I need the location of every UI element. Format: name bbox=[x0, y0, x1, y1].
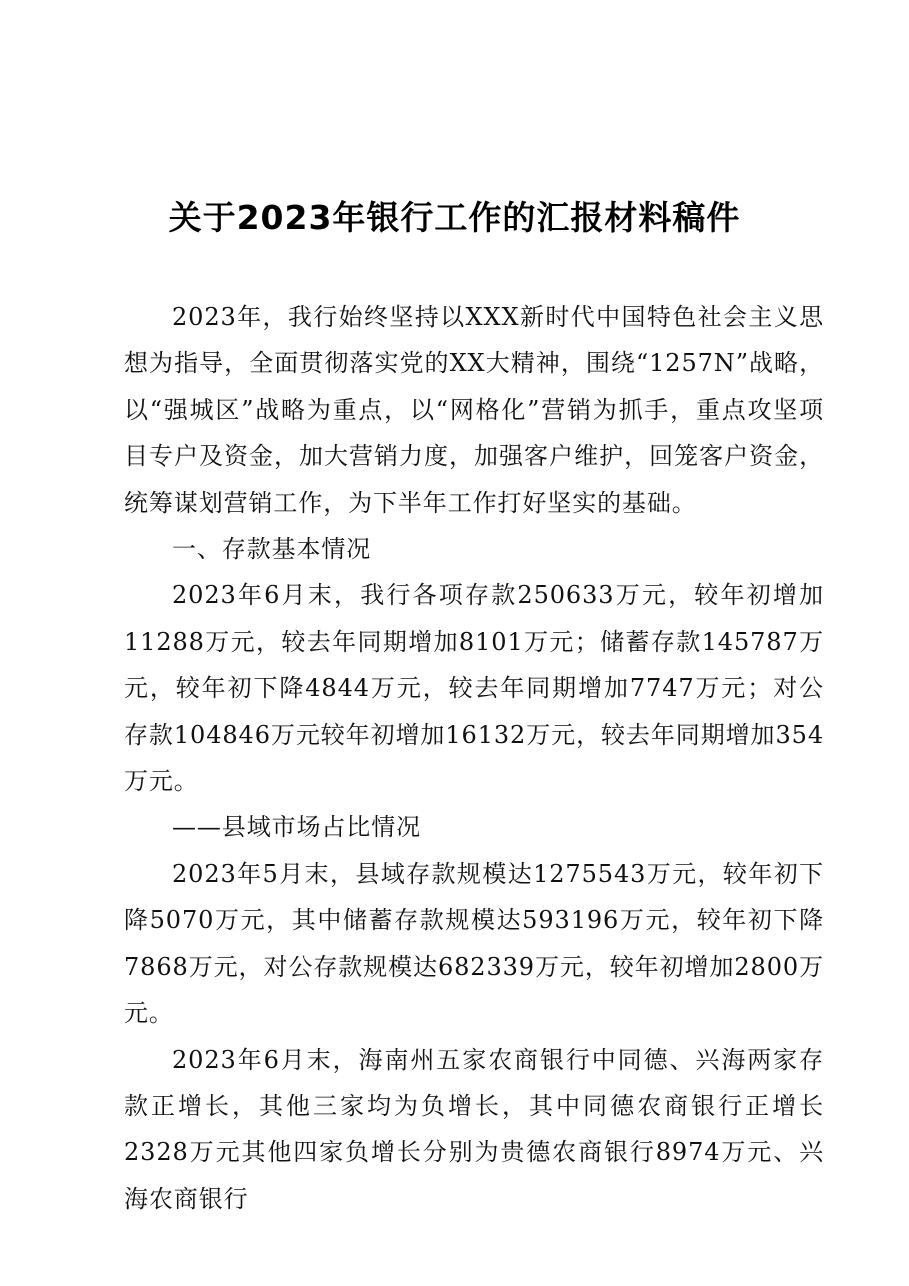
paragraph-intro: 2023年，我行始终坚持以XXX新时代中国特色社会主义思想为指导，全面贯彻落实党的XX大精神，围绕“1257N”战略，以“强城区”战略为重点，以“网格化”营销为抓手，重点攻坚项目专户及资金，加大营销力度，加强客户维护，回笼客户资金，统筹谋划营销工作，为下半年工作打好坚实的基础。 bbox=[124, 303, 824, 517]
subheading-county-market-share: ——县域市场占比情况 bbox=[172, 813, 421, 842]
paragraph-deposit-summary: 2023年6月末，我行各项存款250633万元，较年初增加11288万元，较去年同期增加8101万元；储蓄存款145787万元，较年初下降4844万元，较去年同期增加7747万元；对公存款104846万元较年初增加16132万元，较去年同期增加354万元。 bbox=[124, 581, 824, 796]
document-title: 关于2023年银行工作的汇报材料稿件 bbox=[168, 198, 741, 237]
section-heading-deposits: 一、存款基本情况 bbox=[172, 535, 372, 564]
document-body bbox=[124, 294, 824, 1222]
paragraph-county-deposits: 2023年5月末，县域存款规模达1275543万元，较年初下降5070万元，其中储蓄存款规模达593196万元，较年初下降7868万元，对公存款规模达682339万元，较年初增加2800万元。 bbox=[124, 859, 824, 1028]
paragraph-hainan-banks: 2023年6月末，海南州五家农商银行中同德、兴海两家存款正增长，其他三家均为负增长，其中同德农商银行正增长2328万元其他四家负增长分别为贵德农商银行8974万元、兴海农商银行 bbox=[124, 1045, 824, 1213]
